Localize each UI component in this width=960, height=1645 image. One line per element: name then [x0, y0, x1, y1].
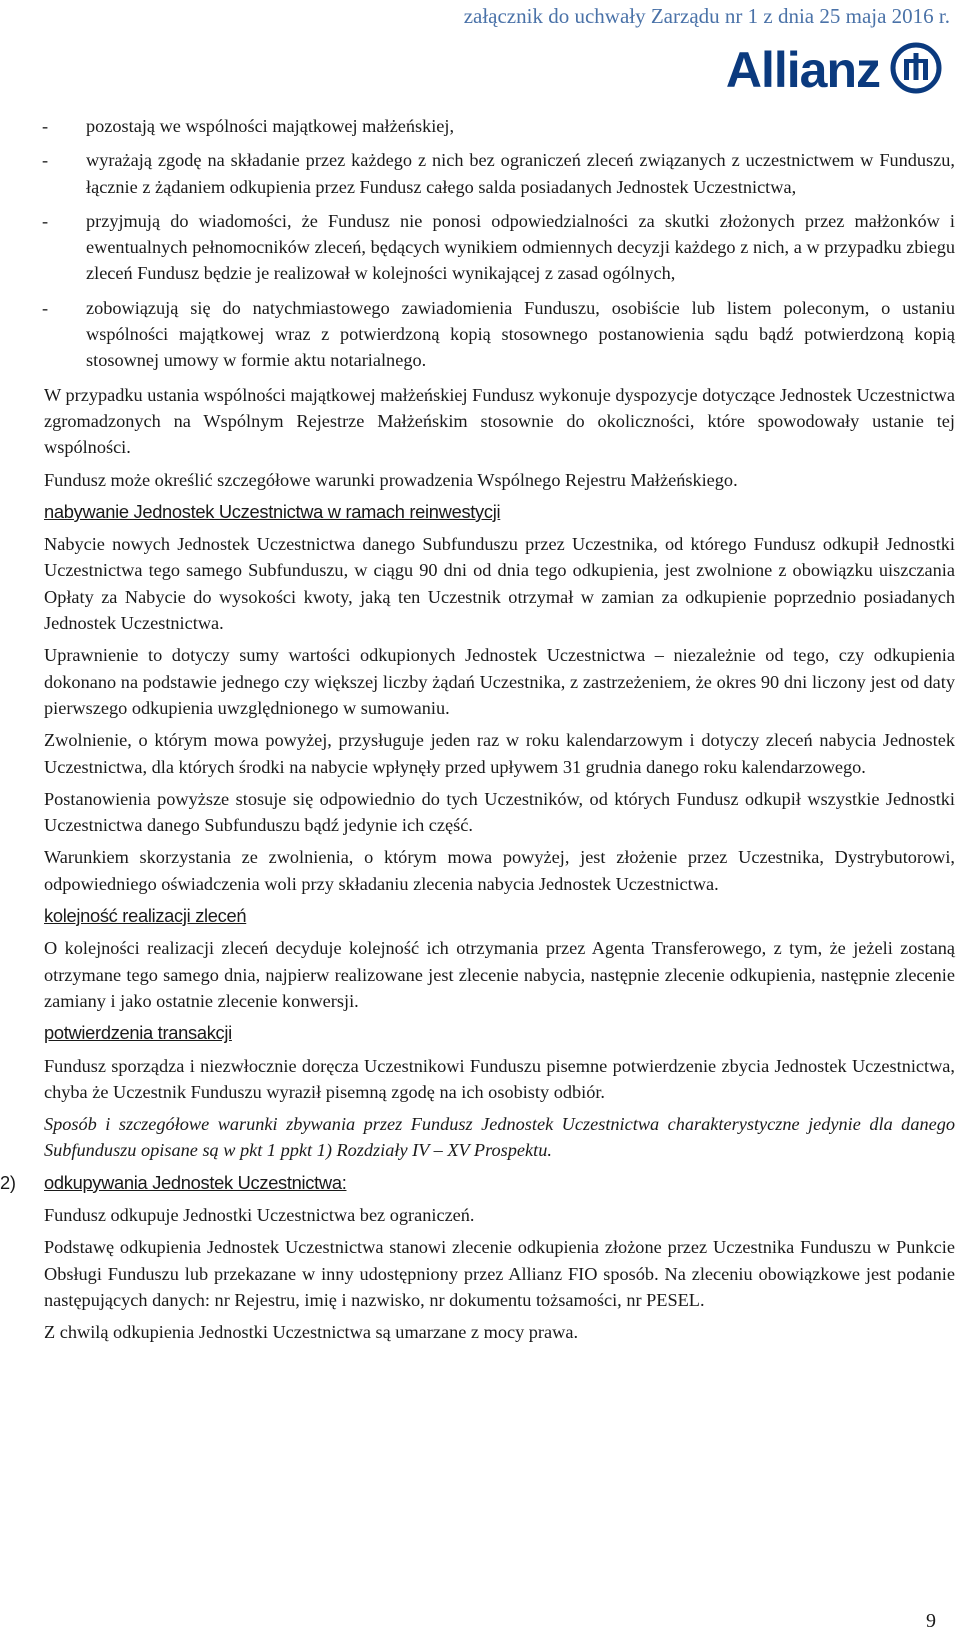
list-item — [44, 147, 955, 200]
heading-reinvestment: nabywanie Jednostek Uczestnictwa w ramach reinwestycji — [44, 500, 501, 522]
paragraph-reinvest-2: Uprawnienie to dotyczy sumy wartości odkupionych Jednostek Uczestnictwa – niezależnie od tego, czy odkupienia dokonano na podstawie jednego czy większej liczby żądań Uczestnika, z zastrzeżeniem, że okres 90 dni liczony jest od daty pierwszego odkupienia uwzględnionego w sumowaniu. — [44, 645, 955, 718]
paragraph-reinvest-3: Zwolnienie, o którym mowa powyżej, przysługuje jeden raz w roku kalendarzowym i dotyczy zleceń nabycia Jednostek Uczestnictwa, dla których środki na nabycie wpłynęły przed upływem 31 grudnia danego roku kalendarzowego. — [44, 730, 955, 777]
list-item — [44, 295, 955, 374]
paragraph-reinvest-1: Nabycie nowych Jednostek Uczestnictwa danego Subfunduszu przez Uczestnika, od którego Fundusz odkupił Jednostki Uczestnictwa tego samego Subfunduszu, w ciągu 90 dni od dnia tego odkupienia, jest zwolnione z obowiązku uiszczania Opłaty za Nabycie do wysokości kwoty, jaką ten Uczestnik otrzymał w zamian za odkupienie poprzednio posiadanych Jednostek Uczestnictwa. — [44, 534, 955, 634]
list-item-text: pozostają we wspólności majątkowej małżeńskiej, — [86, 116, 455, 136]
paragraph-marital-conditions: Fundusz może określić szczegółowe warunki prowadzenia Wspólnego Rejestru Małżeńskiego. — [44, 469, 738, 490]
paragraph-confirm-italic: Sposób i szczegółowe warunki zbywania przez Fundusz Jednostek Uczestnictwa charakterystyczne jedynie dla danego Subfunduszu opisane są w pkt 1 ppkt 1) Rozdziały IV – XV Prospektu. — [44, 1114, 955, 1161]
paragraph-marital-end: W przypadku ustania wspólności majątkowej małżeńskiej Fundusz wykonuje dyspozycje dotyczące Jednostek Uczestnictwa zgromadzonych na Wspólnym Rejestrze Małżeńskim stosownie do okoliczności, które spowodowały ustanie tej wspólności. — [44, 384, 955, 458]
bullet-dash: - — [42, 210, 49, 231]
document-body — [0, 113, 955, 1351]
heading-transaction-confirmation: potwierdzenia transakcji — [44, 1022, 232, 1044]
bullet-dash: - — [42, 116, 49, 136]
paragraph-reinvest-5: Warunkiem skorzystania ze zwolnienia, o którym mowa powyżej, jest złożenie przez Uczestnika, Dystrybutorowi, odpowiedniego oświadczenia woli przy składaniu zlecenia nabycia Jednostek Uczestnictwa. — [44, 847, 955, 894]
heading-redemption-text: odkupywania Jednostek Uczestnictwa: — [44, 1171, 347, 1193]
list-item-text: przyjmują do wiadomości, że Fundusz nie ponosi odpowiedzialności za skutki złożonych przez małżonków i ewentualnych pełnomocników zleceń, będących wynikiem odmiennych decyzji każdego z nich, a w przypadku zbiegu zleceń Fundusz będzie je realizował w kolejności wynikającej z zasad ogólnych, — [86, 210, 955, 284]
section-number: 2) — [0, 1171, 16, 1193]
list-item — [44, 208, 955, 287]
heading-redemption — [0, 1170, 955, 1196]
list-item — [44, 113, 955, 139]
document-attachment-note: załącznik do uchwały Zarządu nr 1 z dnia 25 maja 2016 r. — [463, 4, 950, 28]
paragraph-order-1: O kolejności realizacji zleceń decyduje kolejność ich otrzymania przez Agenta Transferowego, z tym, że jeżeli zostaną otrzymane tego samego dnia, najpierw realizowane jest zlecenie nabycia, następnie zlecenie odkupienia, następnie zlecenie zamiany i jako ostatnie zlecenie konwersji. — [44, 938, 955, 1011]
logo-wordmark: Allianz — [725, 42, 880, 98]
paragraph-redeem-1: Fundusz odkupuje Jednostki Uczestnictwa bez ograniczeń. — [44, 1204, 475, 1225]
paragraph-redeem-2: Podstawę odkupienia Jednostek Uczestnictwa stanowi zlecenie odkupienia złożone przez Uczestnika Funduszu w Punkcie Obsługi Funduszu lub przekazane w inny udostępniony przez Allianz FIO sposób. Na zleceniu obowiązkowe jest podanie następujących danych: nr Rejestru, imię i nazwisko, nr dokumentu tożsamości, nr PESEL. — [44, 1237, 955, 1310]
paragraph-confirm-1: Fundusz sporządza i niezwłocznie doręcza Uczestnikowi Funduszu pisemne potwierdzenie zbycia Jednostek Uczestnictwa, chyba że Uczestnik Funduszu wyraził pisemną zgodę na ich osobisty odbiór. — [44, 1055, 955, 1102]
paragraph-reinvest-4: Postanowienia powyższe stosuje się odpowiednio do tych Uczestników, od których Fundusz odkupił wszystkie Jednostki Uczestnictwa danego Subfunduszu bądź jedynie ich część. — [44, 788, 955, 836]
allianz-eagle-icon — [890, 42, 942, 98]
allianz-logo — [726, 42, 942, 98]
list-item-text: zobowiązują się do natychmiastowego zawiadomienia Funduszu, osobiście lub listem poleconym, o ustaniu wspólności majątkowej wraz z potwierdzoną kopią stosownego postanowienia sądu bądź potwierdzoną kopią stosownej umowy w formie aktu notarialnego. — [86, 297, 955, 371]
paragraph-redeem-3: Z chwilą odkupienia Jednostki Uczestnictwa są umarzane z mocy prawa. — [44, 1322, 579, 1343]
heading-order-sequence: kolejność realizacji zleceń — [44, 905, 247, 927]
page-number: 9 — [926, 1610, 936, 1632]
bullet-dash: - — [42, 150, 49, 171]
list-item-text: wyrażają zgodę na składanie przez każdego z nich bez ograniczeń zleceń związanych z uczestnictwem w Funduszu, łącznie z żądaniem odkupienia przez Fundusz całego salda posiadanych Jednostek Uczestnictwa, — [86, 150, 955, 197]
bullet-dash: - — [42, 297, 49, 318]
